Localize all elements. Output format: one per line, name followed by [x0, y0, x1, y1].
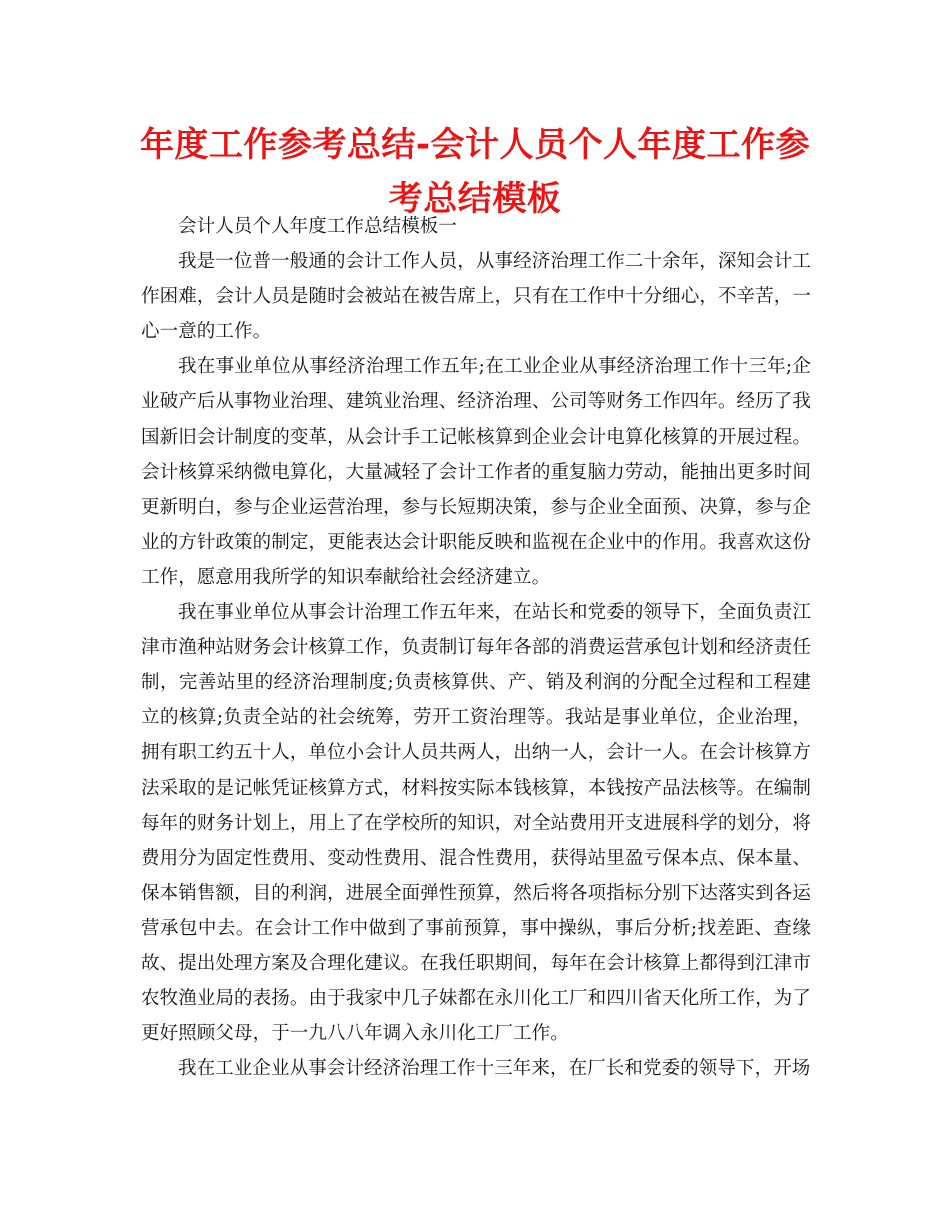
body-paragraph: 我在事业单位从事经济治理工作五年;在工业企业从事经济治理工作十三年;企业破产后从事物业治理、建筑业治理、经济治理、公司等财务工作四年。经历了我国新旧会计制度的变革，从会计手工记帐核算到企业会计电算化核算的开展过程。会计核算采纳微电算化，大量减轻了会计工作者的重复脑力劳动，能抽出更多时间更新明白，参与企业运营治理，参与长短期决策，参与企业全面预、决算，参与企业的方针政策的制定，更能表达会计职能反映和监视在企业中的作用。我喜欢这份工作，愿意用我所学的知识奉献给社会经济建立。 [141, 356, 811, 588]
body-paragraph: 我在事业单位从事会计治理工作五年来，在站长和党委的领导下，全面负责江津市渔种站财务会计核算工作，负责制订每年各部的消费运营承包计划和经济责任制，完善站里的经济治理制度;负责核算供、产、销及利润的分配全过程和工程建立的核算;负责全站的社会统筹，劳开工资治理等。我站是事业单位，企业治理，拥有职工约五十人，单位小会计人员共两人，出纳一人，会计一人。在会计核算方法采取的是记帐凭证核算方式，材料按实际本钱核算，本钱按产品法核等。在编制每年的财务计划上，用上了在学校所的知识，对全站费用开支进展科学的划分，将费用分为固定性费用、变动性费用、混合性费用，获得站里盈亏保本点、保本量、保本销售额，目的利润，进展全面弹性预算，然后将各项指标分别下达落实到各运营承包中去。在会计工作中做到了事前预算，事中操纵，事后分析;找差距、查缘故、提出处理方案及合理化建议。在我任职期间，每年在会计核算上都得到江津市农牧渔业局的表扬。由于我家中几子妹都在永川化工厂和四川省天化所工作，为了更好照顾父母，于一九八八年调入永川化工厂工作。 [141, 602, 811, 1045]
body-paragraph: 我在工业企业从事会计经济治理工作十三年来，在厂长和党委的领导下，开场 [178, 1058, 811, 1080]
body-paragraph: 我是一位普一般通的会计工作人员，从事经济治理工作二十余年，深知会计工作困难，会计人员是随时会被站在被告席上，只有在工作中十分细心，不辛苦，一心一意的工作。 [141, 251, 811, 343]
document-body [141, 209, 811, 1086]
subtitle-paragraph: 会计人员个人年度工作总结模板一 [178, 216, 458, 237]
document-title: 年度工作参考总结-会计人员个人年度工作参考总结模板 [139, 125, 811, 219]
